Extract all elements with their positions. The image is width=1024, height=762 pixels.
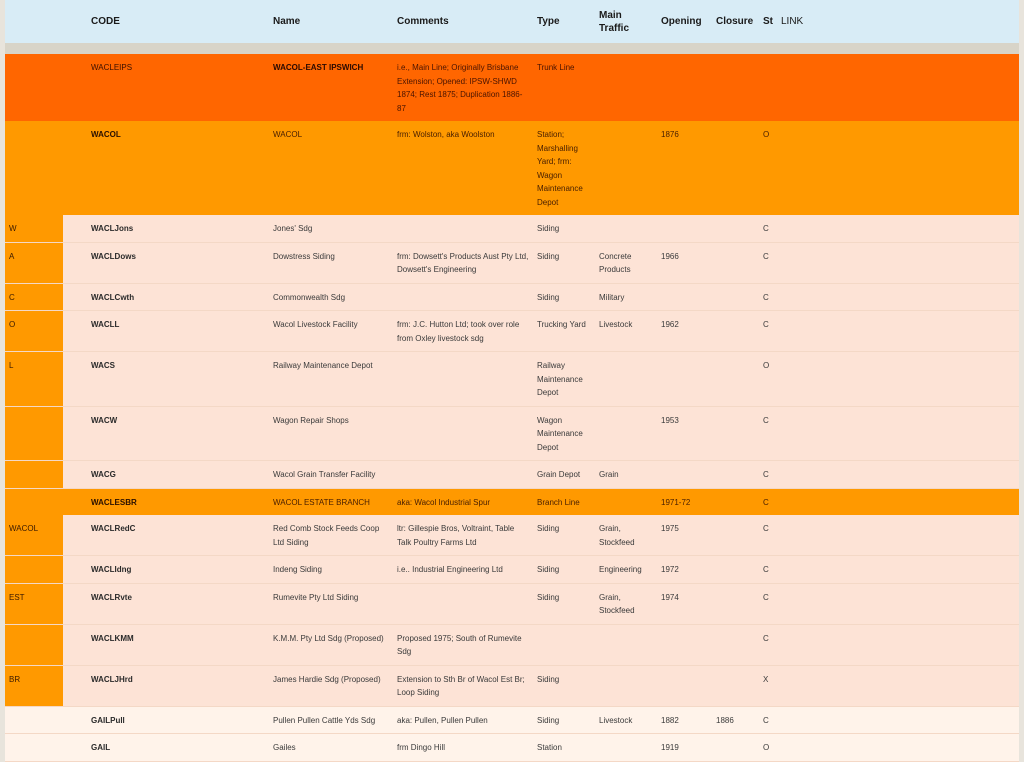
row-closure	[712, 406, 759, 461]
row-name: Wacol Grain Transfer Facility	[269, 461, 393, 489]
row-opening	[657, 665, 712, 706]
header-side	[5, 0, 63, 43]
row-main-traffic	[595, 406, 657, 461]
table-row	[5, 283, 1019, 311]
row-type: Wagon Maintenance Depot	[533, 406, 595, 461]
row-type: Station; Marshalling Yard; frm: Wagon Maintenance Depot	[533, 121, 595, 215]
row-link	[779, 461, 1019, 489]
header-link: LINK	[781, 16, 804, 27]
row-code: WACLKMM	[63, 624, 269, 665]
row-name: Wagon Repair Shops	[269, 406, 393, 461]
row-main-traffic: Grain, Stockfeed	[595, 515, 657, 556]
row-opening: 1972	[657, 556, 712, 584]
row-side-label	[5, 556, 63, 584]
row-closure: 1886	[712, 706, 759, 734]
row-type	[533, 624, 595, 665]
header-name: Name	[273, 16, 301, 27]
row-opening: 1962	[657, 311, 712, 352]
row-name: WACOL	[269, 121, 393, 215]
row-link	[779, 215, 1019, 242]
row-comments: aka: Wacol Industrial Spur	[393, 488, 533, 515]
row-side-label	[5, 706, 63, 734]
row-opening	[657, 283, 712, 311]
header-main-traffic: Main Traffic	[599, 9, 630, 34]
row-link	[779, 54, 1019, 121]
row-opening	[657, 215, 712, 242]
table-row	[5, 624, 1019, 665]
row-code: GAIL	[63, 734, 269, 762]
row-status: C	[759, 242, 779, 283]
row-type: Railway Maintenance Depot	[533, 352, 595, 407]
table-row	[5, 706, 1019, 734]
row-link	[779, 556, 1019, 584]
row-opening	[657, 54, 712, 121]
row-opening: 1974	[657, 583, 712, 624]
row-comments: frm: Dowsett's Products Aust Pty Ltd, Dowsett's Engineering	[393, 242, 533, 283]
table-row	[5, 311, 1019, 352]
row-link	[779, 283, 1019, 311]
row-opening	[657, 624, 712, 665]
row-main-traffic	[595, 215, 657, 242]
row-main-traffic	[595, 734, 657, 762]
row-status: C	[759, 461, 779, 489]
row-type: Station	[533, 734, 595, 762]
row-closure	[712, 556, 759, 584]
row-side-label	[5, 488, 63, 515]
row-name: Indeng Siding	[269, 556, 393, 584]
row-main-traffic: Livestock	[595, 706, 657, 734]
row-code: WACLJHrd	[63, 665, 269, 706]
row-code: WACW	[63, 406, 269, 461]
row-comments: ltr: Gillespie Bros, Voltraint, Table Talk Poultry Farms Ltd	[393, 515, 533, 556]
row-link	[779, 706, 1019, 734]
table-row	[5, 583, 1019, 624]
row-closure	[712, 311, 759, 352]
row-status: C	[759, 215, 779, 242]
row-name: Wacol Livestock Facility	[269, 311, 393, 352]
row-name: Pullen Pullen Cattle Yds Sdg	[269, 706, 393, 734]
row-code: WACLDows	[63, 242, 269, 283]
row-opening	[657, 461, 712, 489]
row-type: Trucking Yard	[533, 311, 595, 352]
row-code: WACLIdng	[63, 556, 269, 584]
row-main-traffic	[595, 488, 657, 515]
row-comments: Extension to Sth Br of Wacol Est Br; Loop Siding	[393, 665, 533, 706]
row-side-label: WACOL	[5, 515, 63, 556]
row-main-traffic	[595, 665, 657, 706]
row-closure	[712, 665, 759, 706]
row-closure	[712, 242, 759, 283]
row-status: O	[759, 121, 779, 215]
spacer-row	[5, 43, 1019, 54]
row-status: C	[759, 556, 779, 584]
row-closure	[712, 734, 759, 762]
row-type: Siding	[533, 665, 595, 706]
table-row	[5, 556, 1019, 584]
row-comments: frm Dingo Hill	[393, 734, 533, 762]
row-status: C	[759, 311, 779, 352]
row-opening: 1919	[657, 734, 712, 762]
row-closure	[712, 583, 759, 624]
row-main-traffic	[595, 624, 657, 665]
row-main-traffic	[595, 54, 657, 121]
row-code: WACLCwth	[63, 283, 269, 311]
row-type: Branch Line	[533, 488, 595, 515]
row-name: WACOL ESTATE BRANCH	[269, 488, 393, 515]
header-code: CODE	[91, 16, 120, 27]
row-opening: 1876	[657, 121, 712, 215]
row-code: GAILPull	[63, 706, 269, 734]
row-link	[779, 352, 1019, 407]
row-side-label: W	[5, 215, 63, 242]
row-name: Gailes	[269, 734, 393, 762]
row-closure	[712, 461, 759, 489]
table-row	[5, 461, 1019, 489]
row-main-traffic: Military	[595, 283, 657, 311]
row-side-label: EST	[5, 583, 63, 624]
row-opening: 1966	[657, 242, 712, 283]
header-row	[5, 0, 1019, 43]
table-row	[5, 488, 1019, 515]
row-comments	[393, 406, 533, 461]
row-closure	[712, 624, 759, 665]
row-side-label: BR	[5, 665, 63, 706]
row-main-traffic	[595, 352, 657, 407]
row-type: Siding	[533, 215, 595, 242]
header-comments: Comments	[397, 16, 449, 27]
row-side-label: O	[5, 311, 63, 352]
row-comments: frm: J.C. Hutton Ltd; took over role from Oxley livestock sdg	[393, 311, 533, 352]
header-opening: Opening	[661, 16, 702, 27]
row-type: Siding	[533, 515, 595, 556]
row-type: Siding	[533, 242, 595, 283]
row-main-traffic: Grain, Stockfeed	[595, 583, 657, 624]
row-closure	[712, 121, 759, 215]
table-row	[5, 352, 1019, 407]
row-status: C	[759, 488, 779, 515]
line-codes-table	[5, 0, 1019, 762]
row-link	[779, 665, 1019, 706]
row-code: WACLL	[63, 311, 269, 352]
row-main-traffic: Concrete Products	[595, 242, 657, 283]
row-type: Trunk Line	[533, 54, 595, 121]
row-status: O	[759, 352, 779, 407]
row-opening: 1971-72	[657, 488, 712, 515]
row-link	[779, 242, 1019, 283]
row-comments: i.e., Main Line; Originally Brisbane Extension; Opened: IPSW-SHWD 1874; Rest 1875; Duplication 1886-87	[393, 54, 533, 121]
table-row	[5, 665, 1019, 706]
row-side-label: C	[5, 283, 63, 311]
row-comments: frm: Wolston, aka Woolston	[393, 121, 533, 215]
row-closure	[712, 352, 759, 407]
row-name: Red Comb Stock Feeds Coop Ltd Siding	[269, 515, 393, 556]
row-opening	[657, 352, 712, 407]
row-closure	[712, 215, 759, 242]
row-status: C	[759, 515, 779, 556]
row-closure	[712, 283, 759, 311]
row-status: C	[759, 283, 779, 311]
row-code: WACLESBR	[63, 488, 269, 515]
row-side-label	[5, 734, 63, 762]
row-name: K.M.M. Pty Ltd Sdg (Proposed)	[269, 624, 393, 665]
header-st: St	[763, 16, 773, 27]
row-comments: i.e.. Industrial Engineering Ltd	[393, 556, 533, 584]
row-type: Siding	[533, 556, 595, 584]
row-side-label	[5, 54, 63, 121]
table-row	[5, 242, 1019, 283]
row-name: Commonwealth Sdg	[269, 283, 393, 311]
row-link	[779, 488, 1019, 515]
row-type: Siding	[533, 583, 595, 624]
row-opening: 1953	[657, 406, 712, 461]
row-link	[779, 583, 1019, 624]
row-code: WACLRedC	[63, 515, 269, 556]
row-link	[779, 624, 1019, 665]
header-closure: Closure	[716, 16, 754, 27]
table-row	[5, 121, 1019, 215]
row-code: WACLEIPS	[63, 54, 269, 121]
row-type: Siding	[533, 283, 595, 311]
row-type: Siding	[533, 706, 595, 734]
row-status: C	[759, 583, 779, 624]
row-main-traffic	[595, 121, 657, 215]
row-code: WACOL	[63, 121, 269, 215]
row-status: X	[759, 665, 779, 706]
row-comments	[393, 352, 533, 407]
row-closure	[712, 515, 759, 556]
row-closure	[712, 54, 759, 121]
row-code: WACS	[63, 352, 269, 407]
table-row	[5, 215, 1019, 242]
row-status: O	[759, 734, 779, 762]
row-link	[779, 311, 1019, 352]
row-name: WACOL-EAST IPSWICH	[269, 54, 393, 121]
row-status: C	[759, 624, 779, 665]
row-side-label	[5, 461, 63, 489]
row-opening: 1975	[657, 515, 712, 556]
row-name: Rumevite Pty Ltd Siding	[269, 583, 393, 624]
row-link	[779, 121, 1019, 215]
header-type: Type	[537, 16, 560, 27]
row-main-traffic: Engineering	[595, 556, 657, 584]
row-side-label	[5, 406, 63, 461]
row-comments	[393, 583, 533, 624]
row-code: WACG	[63, 461, 269, 489]
table-row	[5, 406, 1019, 461]
row-closure	[712, 488, 759, 515]
row-comments	[393, 461, 533, 489]
row-side-label	[5, 121, 63, 215]
row-side-label: A	[5, 242, 63, 283]
row-comments: Proposed 1975; South of Rumevite Sdg	[393, 624, 533, 665]
row-side-label	[5, 624, 63, 665]
row-name: Dowstress Siding	[269, 242, 393, 283]
row-name: Jones' Sdg	[269, 215, 393, 242]
table-row	[5, 54, 1019, 121]
row-code: WACLRvte	[63, 583, 269, 624]
row-main-traffic: Livestock	[595, 311, 657, 352]
table-frame	[5, 0, 1019, 752]
row-type: Grain Depot	[533, 461, 595, 489]
table-row	[5, 515, 1019, 556]
row-comments	[393, 215, 533, 242]
row-name: Railway Maintenance Depot	[269, 352, 393, 407]
row-main-traffic: Grain	[595, 461, 657, 489]
row-comments	[393, 283, 533, 311]
row-link	[779, 734, 1019, 762]
row-comments: aka: Pullen, Pullen Pullen	[393, 706, 533, 734]
row-code: WACLJons	[63, 215, 269, 242]
row-link	[779, 406, 1019, 461]
row-status: C	[759, 706, 779, 734]
row-status: C	[759, 406, 779, 461]
table-row	[5, 734, 1019, 762]
row-name: James Hardie Sdg (Proposed)	[269, 665, 393, 706]
row-status	[759, 54, 779, 121]
row-link	[779, 515, 1019, 556]
row-opening: 1882	[657, 706, 712, 734]
row-side-label: L	[5, 352, 63, 407]
